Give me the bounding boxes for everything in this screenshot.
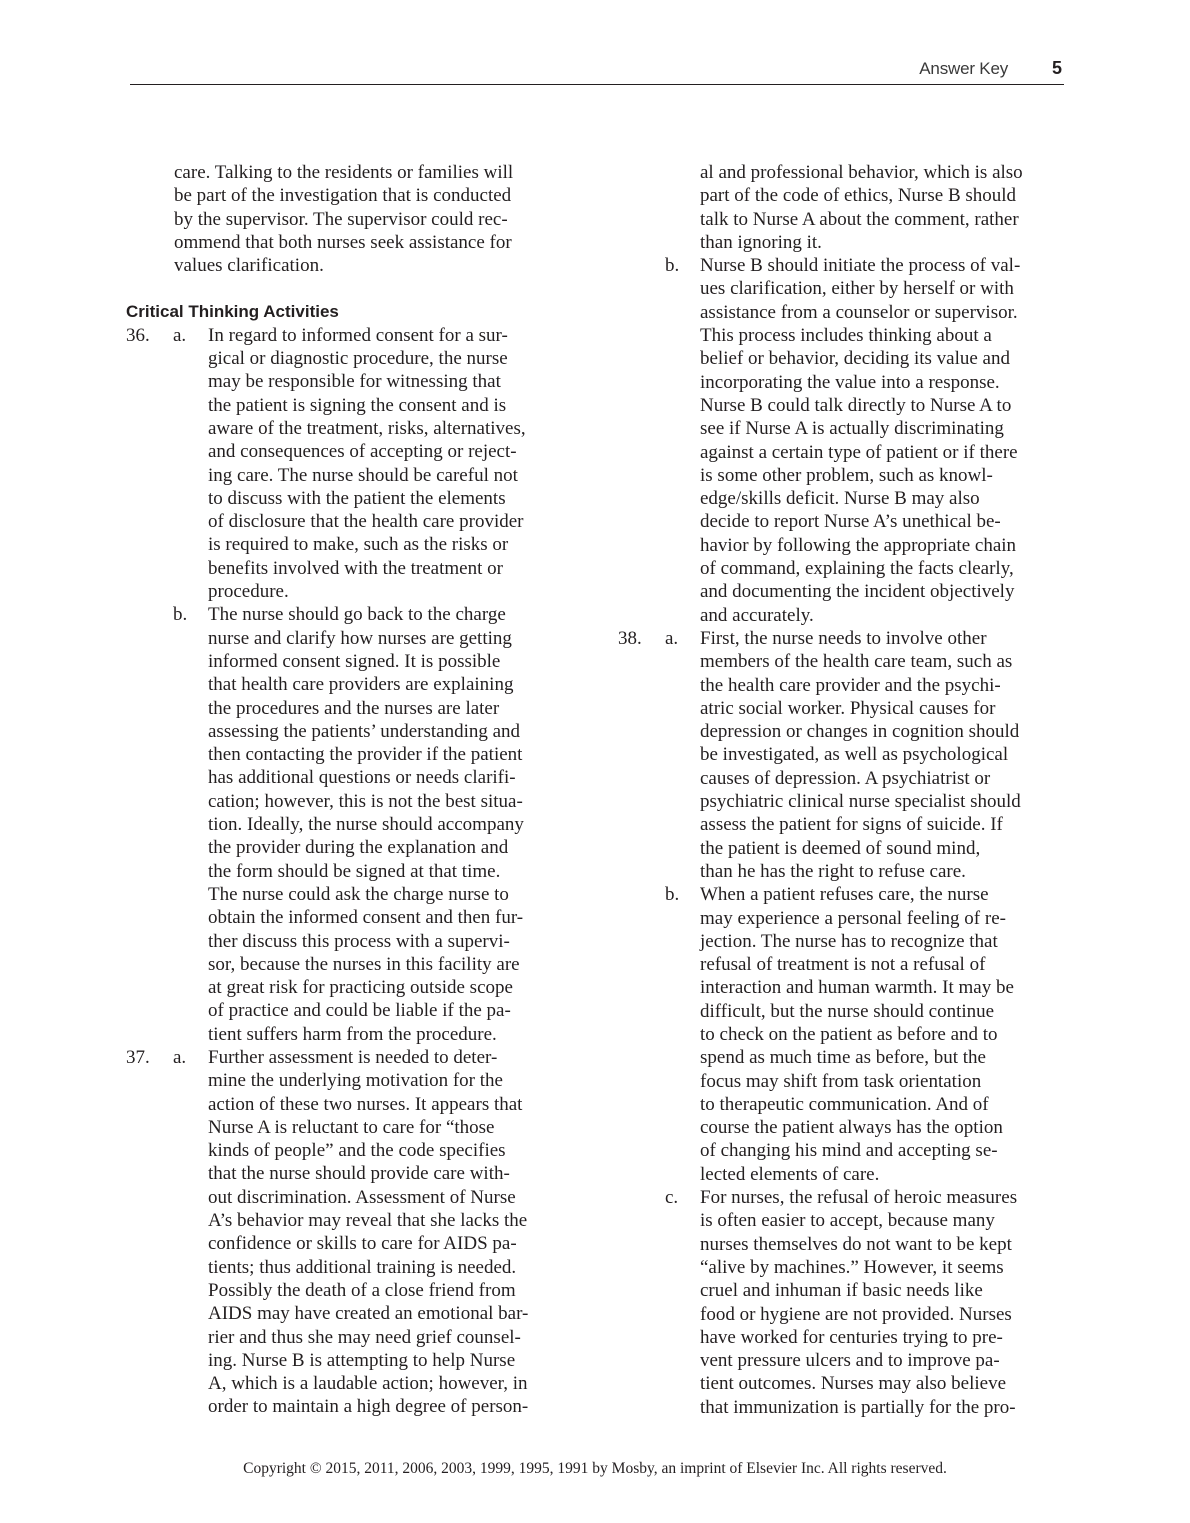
text-line: aware of the treatment, risks, alternatives, xyxy=(208,417,526,439)
text-line: rier and thus she may need grief counsel- xyxy=(208,1326,521,1348)
text-line: tient suffers harm from the procedure. xyxy=(208,1023,497,1045)
text-line: and consequences of accepting or reject- xyxy=(208,441,517,463)
text-line: to discuss with the patient the elements xyxy=(208,487,506,509)
text-line: sor, because the nurses in this facility are xyxy=(208,953,520,975)
text-line: course the patient always has the option xyxy=(700,1117,1003,1139)
text-line: part of the code of ethics, Nurse B should xyxy=(700,185,1017,207)
previous-answer-continuation xyxy=(126,161,586,277)
text-line: assess the patient for signs of suicide. If xyxy=(700,814,1003,836)
text-line: the health care provider and the psychi- xyxy=(700,674,1001,696)
text-line: incorporating the value into a response. xyxy=(700,371,1000,393)
text-line: may experience a personal feeling of re- xyxy=(700,907,1006,929)
question-36-a xyxy=(126,324,586,604)
text-line: vent pressure ulcers and to improve pa- xyxy=(700,1350,1000,1372)
text-line: the patient is signing the consent and is xyxy=(208,394,507,416)
text-line: of changing his mind and accepting se- xyxy=(700,1140,998,1162)
text-line: out discrimination. Assessment of Nurse xyxy=(208,1186,516,1208)
text-line: to therapeutic communication. And of xyxy=(700,1093,989,1115)
text-line: order to maintain a high degree of person- xyxy=(208,1396,529,1418)
question-38 xyxy=(618,627,1078,1419)
text-line: tient outcomes. Nurses may also believe xyxy=(700,1373,1007,1395)
header-rule-divider xyxy=(130,84,1064,85)
text-line: tion. Ideally, the nurse should accompany xyxy=(208,814,524,836)
text-line: gical or diagnostic procedure, the nurse xyxy=(208,348,508,370)
text-line: Nurse A is reluctant to care for “those xyxy=(208,1116,495,1138)
sub-item-text xyxy=(126,1046,586,1419)
question-38-b xyxy=(618,883,1078,1186)
text-line: spend as much time as before, but the xyxy=(700,1047,986,1069)
text-line: The nurse could ask the charge nurse to xyxy=(208,883,509,905)
text-line: by the supervisor. The supervisor could rec- xyxy=(174,208,508,230)
text-line: assessing the patients’ understanding and xyxy=(208,720,521,742)
text-line: procedure. xyxy=(208,581,289,603)
question-37-b xyxy=(618,254,1078,627)
text-line: focus may shift from task orientation xyxy=(700,1070,982,1092)
copyright-footer: Copyright © 2015, 2011, 2006, 2003, 1999, 1995, 1991 by Mosby, an imprint of Elsevier Inc. All rights reserved. xyxy=(243,1460,947,1477)
question-37-b-item xyxy=(618,254,1078,627)
text-line: informed consent signed. It is possible xyxy=(208,650,501,672)
text-line: “alive by machines.” However, it seems xyxy=(700,1256,1004,1278)
text-line: refusal of treatment is not a refusal of xyxy=(700,954,986,976)
text-line: may be responsible for witnessing that xyxy=(208,371,501,393)
text-line: nurse and clarify how nurses are getting xyxy=(208,627,512,649)
question-number: 37. xyxy=(126,1046,150,1068)
sub-item-text xyxy=(126,603,586,1046)
text-line: the form should be signed at that time. xyxy=(208,860,501,882)
text-line: For nurses, the refusal of heroic measures xyxy=(700,1187,1018,1209)
sub-item-text xyxy=(618,1186,1078,1419)
text-line: ommend that both nurses seek assistance for xyxy=(174,231,512,253)
question-38-a xyxy=(618,627,1078,883)
text-line: Nurse B should initiate the process of val- xyxy=(700,255,1021,277)
text-line: members of the health care team, such as xyxy=(700,651,1013,673)
text-line: is often easier to accept, because many xyxy=(700,1210,995,1232)
sub-item-text xyxy=(618,627,1078,883)
question-number: 38. xyxy=(618,627,642,649)
sub-item-label: a. xyxy=(665,627,679,649)
sub-item-text xyxy=(126,324,586,604)
text-line: action of these two nurses. It appears that xyxy=(208,1093,523,1115)
sub-item-label: b. xyxy=(665,884,680,906)
text-line: of practice and could be liable if the pa- xyxy=(208,1000,511,1022)
text-line: the procedures and the nurses are later xyxy=(208,697,500,719)
text-line: nurses themselves do not want to be kept xyxy=(700,1233,1012,1255)
text-line: have worked for centuries trying to pre- xyxy=(700,1326,1003,1348)
text-line: and accurately. xyxy=(700,604,814,626)
left-column xyxy=(126,161,586,1419)
text-line: then contacting the provider if the patient xyxy=(208,744,523,766)
text-line: AIDS may have created an emotional bar- xyxy=(208,1303,529,1325)
text-line: The nurse should go back to the charge xyxy=(208,604,506,626)
text-line: is some other problem, such as knowl- xyxy=(700,464,993,486)
text-line: and documenting the incident objectively xyxy=(700,581,1015,603)
text-line: havior by following the appropriate chain xyxy=(700,534,1017,556)
question-36 xyxy=(126,324,586,1046)
text-line: than ignoring it. xyxy=(700,231,822,253)
question-number: 36. xyxy=(126,324,150,346)
text-line: of command, explaining the facts clearly, xyxy=(700,558,1014,580)
text-line: food or hygiene are not provided. Nurses xyxy=(700,1303,1012,1325)
text-line: cation; however, this is not the best situa- xyxy=(208,790,523,812)
text-line: causes of depression. A psychiatrist or xyxy=(700,767,991,789)
text-line: benefits involved with the treatment or xyxy=(208,557,503,579)
text-line: edge/skills deficit. Nurse B may also xyxy=(700,488,980,510)
text-line: is required to make, such as the risks or xyxy=(208,534,509,556)
question-37-a xyxy=(126,1046,586,1419)
text-line: against a certain type of patient or if there xyxy=(700,441,1018,463)
text-line: at great risk for practicing outside scope xyxy=(208,977,513,999)
text-line: al and professional behavior, which is also xyxy=(700,162,1023,183)
text-line: decide to report Nurse A’s unethical be- xyxy=(700,511,1001,533)
text-line: the patient is deemed of sound mind, xyxy=(700,837,981,859)
text-line: to check on the patient as before and to xyxy=(700,1023,998,1045)
text-line: ing. Nurse B is attempting to help Nurse xyxy=(208,1349,516,1371)
text-line: has additional questions or needs clarifi- xyxy=(208,767,516,789)
text-line: A’s behavior may reveal that she lacks the xyxy=(208,1210,528,1232)
text-line: that immunization is partially for the pro- xyxy=(700,1396,1016,1418)
text-line: interaction and human warmth. It may be xyxy=(700,977,1014,999)
text-line: of disclosure that the health care provider xyxy=(208,511,524,533)
text-line: A, which is a laudable action; however, in xyxy=(208,1373,528,1395)
text-line: the provider during the explanation and xyxy=(208,837,509,859)
sub-item-text xyxy=(618,883,1078,1186)
text-line: assistance from a counselor or supervisor. xyxy=(700,301,1018,323)
text-line: mine the underlying motivation for the xyxy=(208,1070,503,1092)
text-line: lected elements of care. xyxy=(700,1163,880,1185)
section-heading: Critical Thinking Activities xyxy=(126,302,339,322)
text-line: that health care providers are explaining xyxy=(208,674,514,696)
question-36-b xyxy=(126,603,586,1046)
text-line: belief or behavior, deciding its value and xyxy=(700,348,1010,370)
text-line: psychiatric clinical nurse specialist should xyxy=(700,791,1021,813)
text-line: kinds of people” and the code specifies xyxy=(208,1140,506,1162)
text-line: be part of the investigation that is conducted xyxy=(174,185,512,207)
sub-item-label: b. xyxy=(173,604,188,626)
text-line: First, the nurse needs to involve other xyxy=(700,627,987,649)
text-line: ing care. The nurse should be careful not xyxy=(208,464,518,486)
page-number: 5 xyxy=(1052,58,1063,78)
question-38-c xyxy=(618,1186,1078,1419)
sub-item-label: b. xyxy=(665,255,680,277)
text-line: care. Talking to the residents or families will xyxy=(174,162,514,183)
text-line: jection. The nurse has to recognize that xyxy=(700,930,998,952)
text-line: be investigated, as well as psychological xyxy=(700,744,1009,766)
text-line: that the nurse should provide care with- xyxy=(208,1163,510,1185)
text-line: cruel and inhuman if basic needs like xyxy=(700,1280,983,1302)
text-line: Further assessment is needed to deter- xyxy=(208,1046,498,1068)
text-line: ther discuss this process with a supervi- xyxy=(208,930,510,952)
text-line: than he has the right to refuse care. xyxy=(700,860,966,882)
text-line: Possibly the death of a close friend from xyxy=(208,1279,516,1301)
sub-item-label: a. xyxy=(173,1046,187,1068)
text-line: difficult, but the nurse should continue xyxy=(700,1000,995,1022)
sub-item-text xyxy=(618,254,1078,627)
text-line: values clarification. xyxy=(174,255,324,277)
text-line: talk to Nurse A about the comment, rather xyxy=(700,208,1019,230)
text-line: ues clarification, either by herself or with xyxy=(700,278,1014,300)
text-line: depression or changes in cognition should xyxy=(700,721,1020,743)
text-line: This process includes thinking about a xyxy=(700,325,992,347)
text-line: When a patient refuses care, the nurse xyxy=(700,884,989,906)
text-line: atric social worker. Physical causes for xyxy=(700,697,996,719)
text-line: confidence or skills to care for AIDS pa- xyxy=(208,1233,517,1255)
text-line: tients; thus additional training is needed. xyxy=(208,1256,517,1278)
sub-item-label: c. xyxy=(665,1187,679,1209)
question-37-a-continuation xyxy=(618,161,1078,254)
text-line: Nurse B could talk directly to Nurse A to xyxy=(700,394,1012,416)
sub-item-label: a. xyxy=(173,324,187,346)
text-line: In regard to informed consent for a sur- xyxy=(208,324,508,346)
right-column xyxy=(618,161,1078,1419)
running-title: Answer Key xyxy=(919,59,1008,78)
text-line: see if Nurse A is actually discriminating xyxy=(700,418,1004,440)
question-37 xyxy=(126,1046,586,1419)
text-line: obtain the informed consent and then fur- xyxy=(208,907,524,929)
